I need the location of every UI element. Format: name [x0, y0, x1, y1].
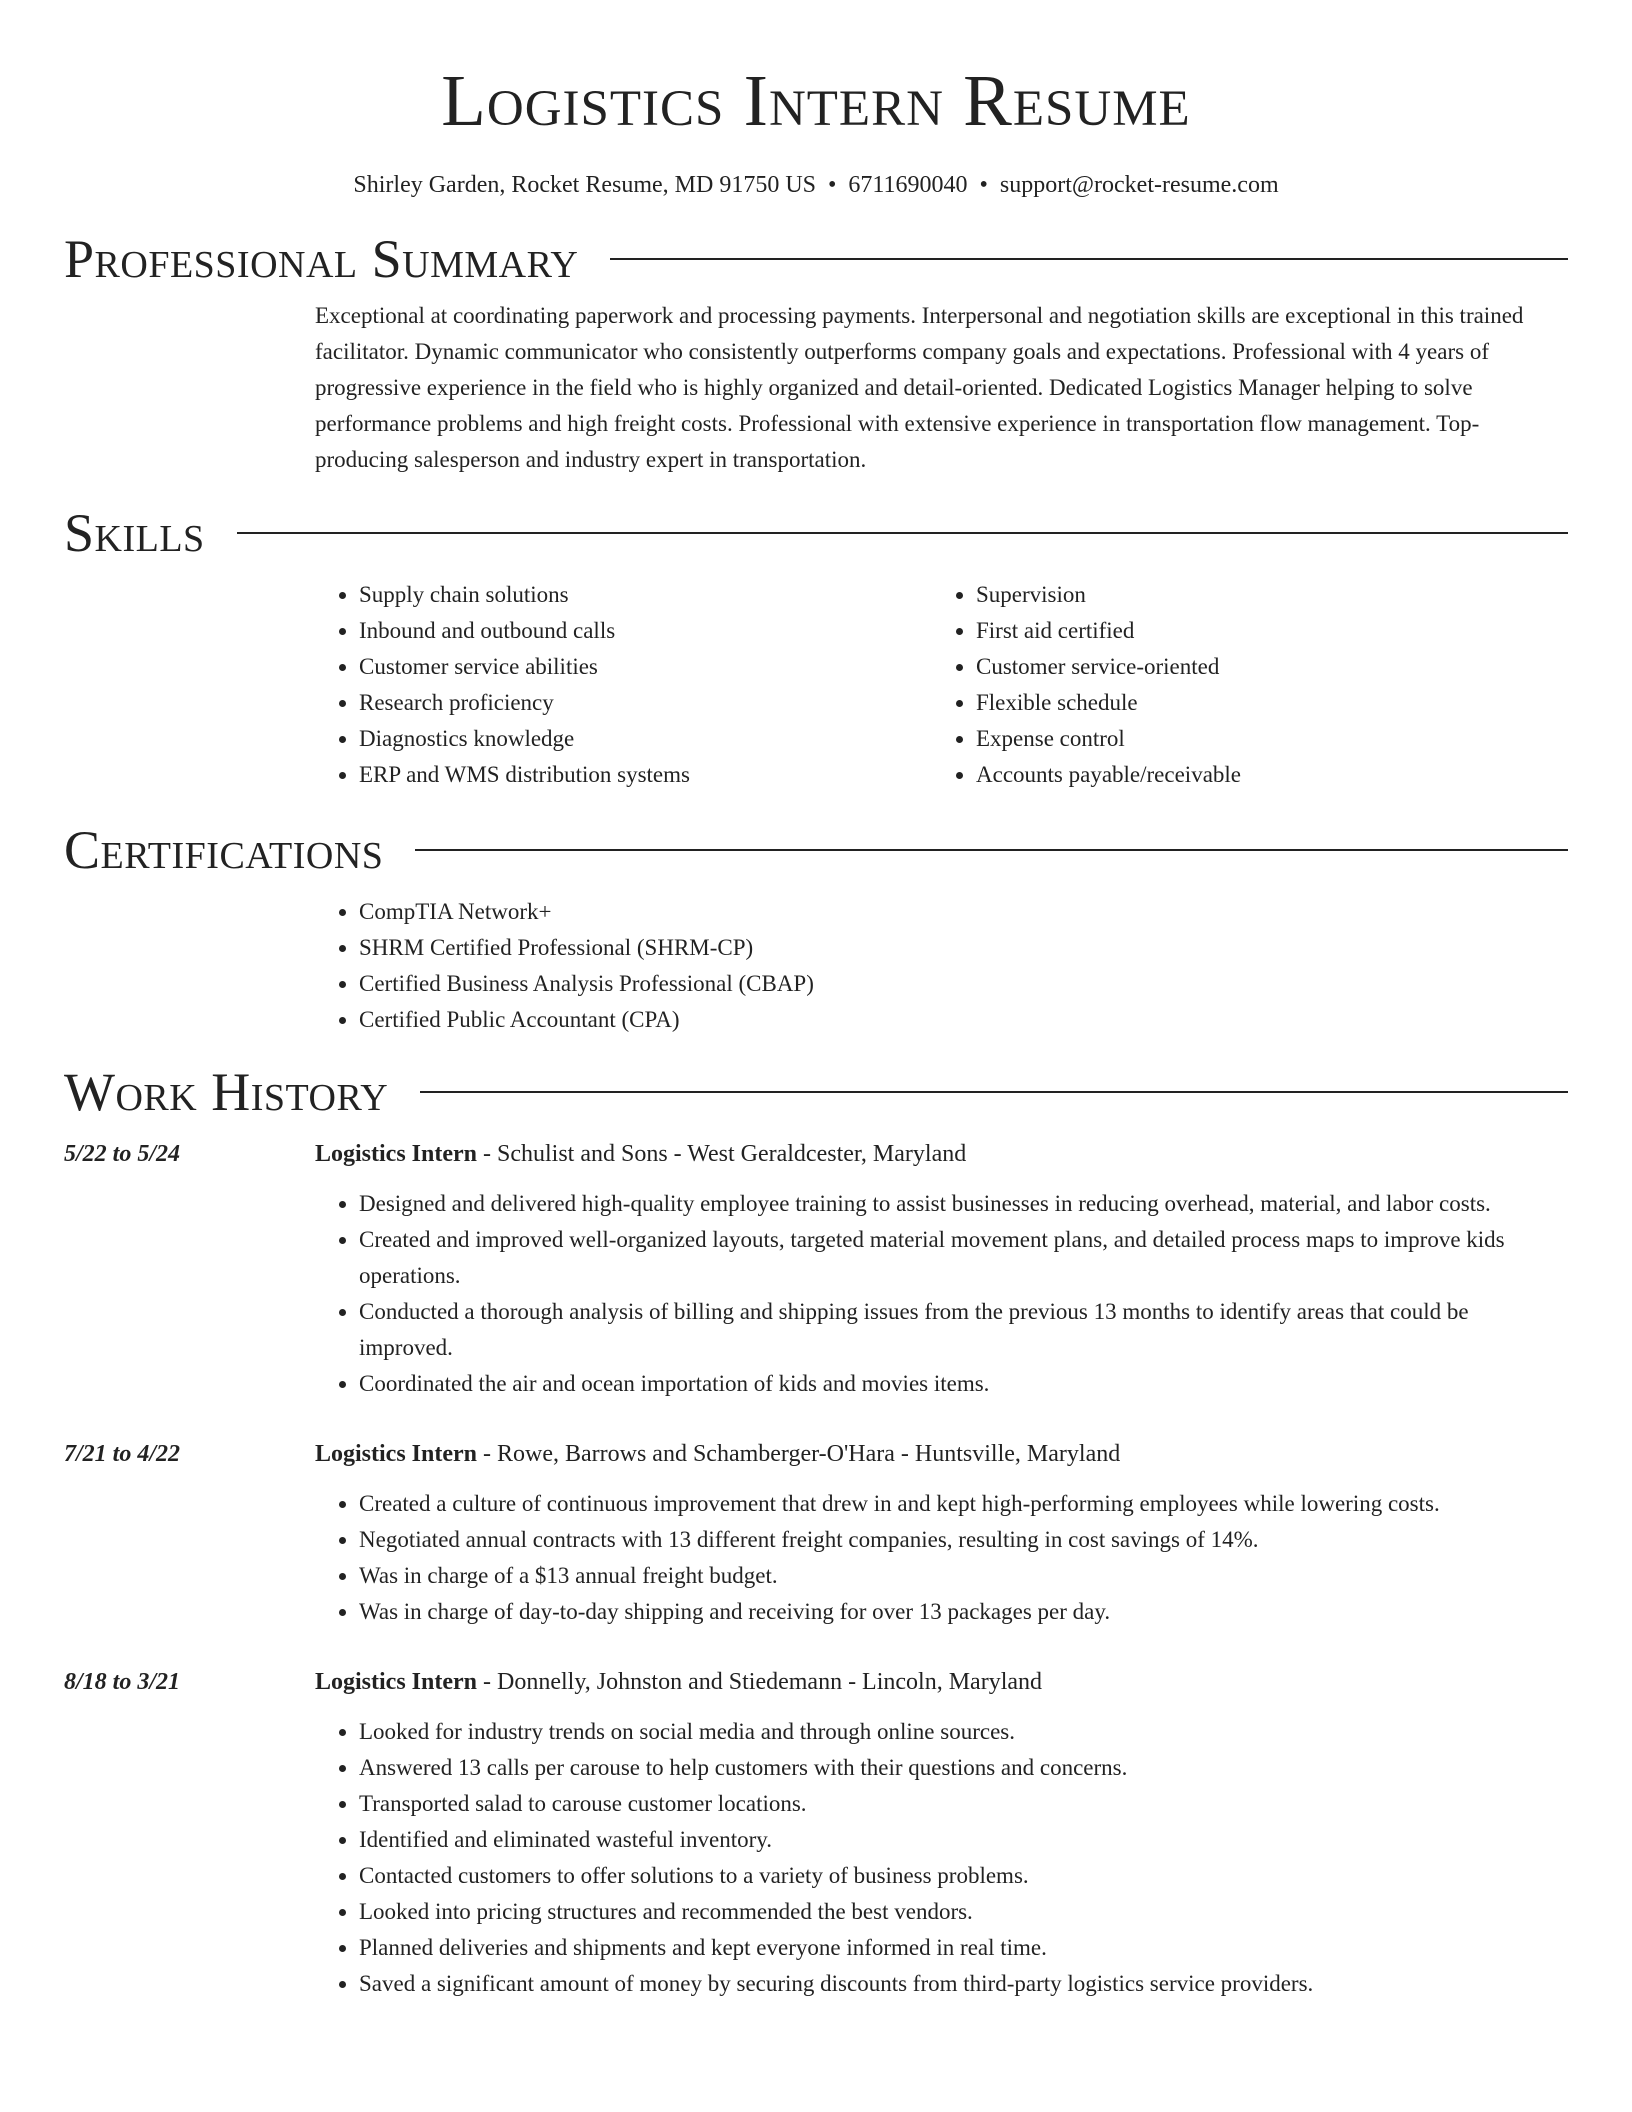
certification-item: • CompTIA Network+ [359, 894, 1568, 930]
resume-name: Logistics Intern Resume [441, 60, 1191, 141]
skill-item: • Customer service abilities [359, 649, 932, 685]
skills-list-left [315, 577, 932, 793]
section-divider [420, 1091, 1568, 1093]
contact-separator: • [828, 172, 837, 198]
skills-grid [315, 577, 1568, 793]
job-bullets [315, 1486, 1568, 1630]
skill-item: • Expense control [976, 721, 1549, 757]
job-bullet: • Conducted a thorough analysis of billing and shipping issues from the previous 13 months to identify areas that could be improved. [359, 1294, 1568, 1366]
job-main [315, 1136, 1568, 1402]
work-history-section [64, 1054, 1568, 2002]
job-bullet: • Looked into pricing structures and recommended the best vendors. [359, 1894, 1568, 1930]
job-bullet: • Designed and delivered high-quality employee training to assist businesses in reducing overhead, material, and labor costs. [359, 1186, 1568, 1222]
job-dates: 5/22 to 5/24 [64, 1140, 181, 1167]
job-dates: 8/18 to 3/21 [64, 1668, 181, 1695]
skills-list-right [932, 577, 1549, 793]
job-entry [64, 1136, 1568, 1402]
job-bullet: • Negotiated annual contracts with 13 different freight companies, resulting in cost savings of 14%. [359, 1522, 1568, 1558]
job-bullet: • Transported salad to carouse customer locations. [359, 1786, 1568, 1822]
certification-item: • Certified Business Analysis Professional (CBAP) [359, 966, 1568, 1002]
job-company: - Donnelly, Johnston and Stiedemann - Lincoln, Maryland [477, 1668, 1043, 1695]
job-title-line [315, 1436, 1568, 1472]
skill-item: • Inbound and outbound calls [359, 613, 932, 649]
job-company: - Rowe, Barrows and Schamberger-O'Hara - Huntsville, Maryland [477, 1440, 1121, 1467]
certifications-body [315, 894, 1568, 1038]
skills-title: Skills [64, 502, 205, 563]
certifications-header [64, 812, 1568, 888]
job-dates: 7/21 to 4/22 [64, 1440, 181, 1467]
job-title-line [315, 1136, 1568, 1172]
contact-address: Shirley Garden, Rocket Resume, MD 91750 US [353, 172, 816, 198]
contact-phone: 6711690040 [848, 172, 968, 198]
job-entry [64, 1436, 1568, 1630]
job-bullet: • Coordinated the air and ocean importation of kids and movies items. [359, 1366, 1568, 1402]
skill-item: • Accounts payable/receivable [976, 757, 1549, 793]
job-entry [64, 1664, 1568, 2002]
skill-item: • Flexible schedule [976, 685, 1549, 721]
section-divider [610, 258, 1568, 260]
job-role: Logistics Intern [315, 1140, 477, 1167]
work-history-header [64, 1054, 1568, 1130]
skill-item: • Customer service-oriented [976, 649, 1549, 685]
contact-line [64, 171, 1568, 200]
skills-header [64, 495, 1568, 571]
job-title-line [315, 1664, 1568, 1700]
work-history-title: Work History [64, 1061, 389, 1122]
skill-item: • Diagnostics knowledge [359, 721, 932, 757]
resume-page [64, 0, 1568, 2002]
job-bullet: • Saved a significant amount of money by securing discounts from third-party logistics service providers. [359, 1966, 1568, 2002]
skill-item: • Supervision [976, 577, 1549, 613]
certification-item: • Certified Public Accountant (CPA) [359, 1002, 1568, 1038]
section-divider [415, 849, 1568, 851]
job-bullet: • Was in charge of day-to-day shipping and receiving for over 13 packages per day. [359, 1594, 1568, 1630]
job-bullet: • Looked for industry trends on social media and through online sources. [359, 1714, 1568, 1750]
job-main [315, 1664, 1568, 2002]
job-company: - Schulist and Sons - West Geraldcester, Maryland [477, 1140, 967, 1167]
summary-body [315, 298, 1568, 478]
certifications-list [315, 894, 1568, 1038]
job-main [315, 1436, 1568, 1630]
section-divider [237, 532, 1568, 534]
job-bullet: • Answered 13 calls per carouse to help customers with their questions and concerns. [359, 1750, 1568, 1786]
summary-text: Exceptional at coordinating paperwork and processing payments. Interpersonal and negotiation skills are exceptional in this trained facilitator. Dynamic communicator who consistently outperforms company goals and expectations. Professional with 4 years of progressive experience in the field who is highly organized and detail-oriented. Dedicated Logistics Manager helping to solve performance problems and high freight costs. Professional with extensive experience in transportation flow management. Top-producing salesperson and industry expert in transportation. [315, 302, 1524, 472]
certifications-section [64, 812, 1568, 1038]
skill-item: • First aid certified [976, 613, 1549, 649]
skill-item: • ERP and WMS distribution systems [359, 757, 932, 793]
contact-separator: • [979, 172, 988, 198]
job-bullet: • Was in charge of a $13 annual freight budget. [359, 1558, 1568, 1594]
certifications-title: Certifications [64, 819, 384, 880]
job-bullet: • Created a culture of continuous improvement that drew in and kept high-performing employees while lowering costs. [359, 1486, 1568, 1522]
contact-email: support@rocket-resume.com [999, 172, 1279, 198]
job-bullet: • Identified and eliminated wasteful inventory. [359, 1822, 1568, 1858]
skill-item: • Research proficiency [359, 685, 932, 721]
job-bullet: • Created and improved well-organized layouts, targeted material movement plans, and detailed process maps to improve kids operations. [359, 1222, 1568, 1294]
job-bullets [315, 1714, 1568, 2002]
summary-header [64, 221, 1568, 297]
certification-item: • SHRM Certified Professional (SHRM-CP) [359, 930, 1568, 966]
skill-item: • Supply chain solutions [359, 577, 932, 613]
summary-title: Professional Summary [64, 228, 579, 289]
skills-section [64, 495, 1568, 793]
job-bullet: • Planned deliveries and shipments and kept everyone informed in real time. [359, 1930, 1568, 1966]
job-bullets [315, 1186, 1568, 1402]
job-role: Logistics Intern [315, 1668, 477, 1695]
job-bullet: • Contacted customers to offer solutions to a variety of business problems. [359, 1858, 1568, 1894]
job-role: Logistics Intern [315, 1440, 477, 1467]
summary-section [64, 221, 1568, 478]
